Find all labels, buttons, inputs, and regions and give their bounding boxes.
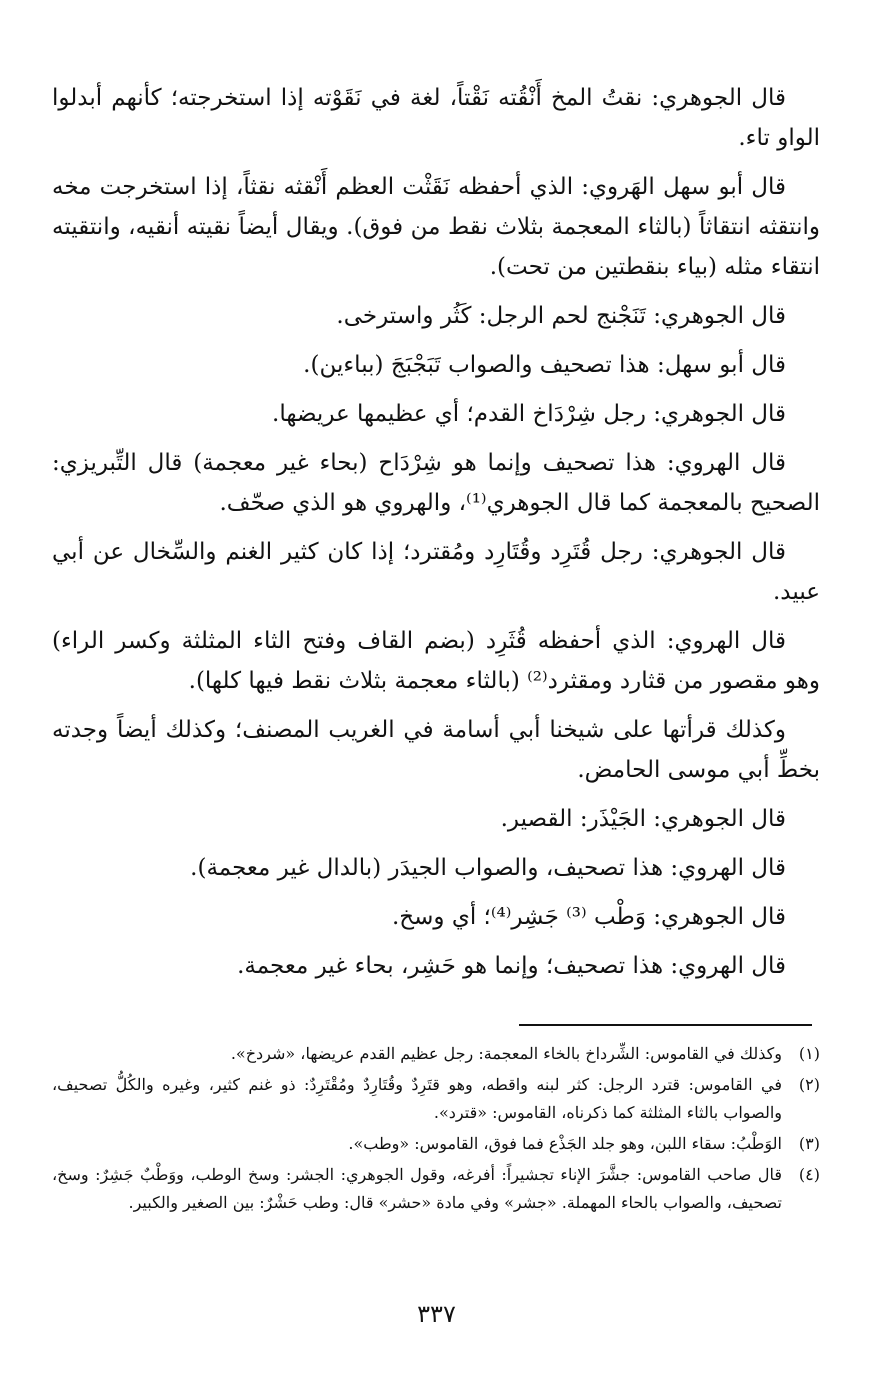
footnote-text: قال صاحب القاموس: جشَّرَ الإناء تجشيراً: أفرغه، وقول الجوهري: الجشر: وسخ الوطب، ووَطْبٌ جَشِرٌ: وسخ، تصحيف، والصواب بالحاء المهملة. «جشر» وفي مادة «حشر» قال: وطب حَشْرٌ: بين الصغير والكبير. <box>52 1165 782 1212</box>
paragraph-3: قال الجوهري: تَنَجْنج لحم الرجل: كَثُر واسترخى. <box>336 303 786 329</box>
footnote-3 <box>52 1130 820 1158</box>
footnotes <box>52 1040 820 1220</box>
footnote-text: وكذلك في القاموس: الشِّرداخ بالخاء المعجمة: رجل عظيم القدم عريضها، «شردخ». <box>230 1044 782 1063</box>
paragraph-13: قال الهروي: هذا تصحيف؛ وإنما هو حَشِر، بحاء غير معجمة. <box>237 953 786 979</box>
paragraph-12: قال الجوهري: وَطْب ⁽³⁾ جَشِر⁽⁴⁾؛ أي وسخ. <box>391 904 786 930</box>
footnote-2 <box>52 1071 820 1127</box>
paragraph-10: قال الجوهري: الجَيْذَر: القصير. <box>500 806 786 832</box>
paragraph-4: قال أبو سهل: هذا تصحيف والصواب تَبَجْبَجَ (بباءين). <box>303 352 786 378</box>
paragraph-6: قال الهروي: هذا تصحيف وإنما هو شِرْدَاح (بحاء غير معجمة) قال التِّبريزي: الصحيح بالمعجمة كما قال الجوهري⁽¹⁾، والهروي هو الذي صحّف. <box>52 450 820 516</box>
footnote-number: (٢) <box>798 1075 820 1094</box>
main-text <box>52 78 820 995</box>
paragraph-11: قال الهروي: هذا تصحيف، والصواب الجيدَر (بالدال غير معجمة). <box>190 855 786 881</box>
paragraph-7: قال الجوهري: رجل قُتَرِد وقُتَارِد ومُقترد؛ إذا كان كثير الغنم والسِّخال عن أبي عبيد. <box>52 539 820 605</box>
footnote-text: في القاموس: قترد الرجل: كثر لبنه واقطه، وهو قتَرِدٌ وقُتَارِدٌ ومُقْتَرِدٌ: ذو غنم كثير، وغيره والكُلُّ تصحيف، والصواب بالثاء المثلثة كما ذكرناه، القاموس: «قترد». <box>52 1075 782 1122</box>
footnote-number: (٤) <box>798 1165 820 1184</box>
paragraph-2: قال أبو سهل الهَروي: الذي أحفظه نَقَثْت العظم أَنْقثه نقثاً، إذا استخرجت مخه وانتقثه انتقاثاً (بالثاء المعجمة بثلاث نقط من فوق). ويقال أيضاً نقيته أنقيه، وانتقيته انتقاء مثله (بياء بنقطتين من تحت). <box>52 174 820 280</box>
footnote-4 <box>52 1161 820 1217</box>
footnote-divider <box>519 1024 812 1026</box>
footnote-number: (١) <box>798 1044 820 1063</box>
paragraph-9: وكذلك قرأتها على شيخنا أبي أسامة في الغريب المصنف؛ وكذلك أيضاً وجدته بخطِّ أبي موسى الحامض. <box>52 717 820 783</box>
footnote-number: (٣) <box>798 1134 820 1153</box>
footnote-1 <box>52 1040 820 1068</box>
paragraph-8: قال الهروي: الذي أحفظه قُثَرِد (بضم القاف وفتح الثاء المثلثة وكسر الراء) وهو مقصور من قثارد ومقثرد⁽²⁾ (بالثاء معجمة بثلاث نقط فيها كلها). <box>52 628 820 694</box>
footnote-text: الوَطْبُ: سقاء اللبن، وهو جلد الجَذْع فما فوق، القاموس: «وطب». <box>348 1134 782 1153</box>
paragraph-5: قال الجوهري: رجل شِرْدَاخ القدم؛ أي عظيمها عريضها. <box>272 401 786 427</box>
paragraph-1: قال الجوهري: نقتُ المخ أَنْقُته نَقْتاً، لغة في نَقَوْته إذا استخرجته؛ كأنهم أبدلوا الواو تاء. <box>52 85 820 151</box>
page-number: ٣٣٧ <box>417 1300 456 1328</box>
